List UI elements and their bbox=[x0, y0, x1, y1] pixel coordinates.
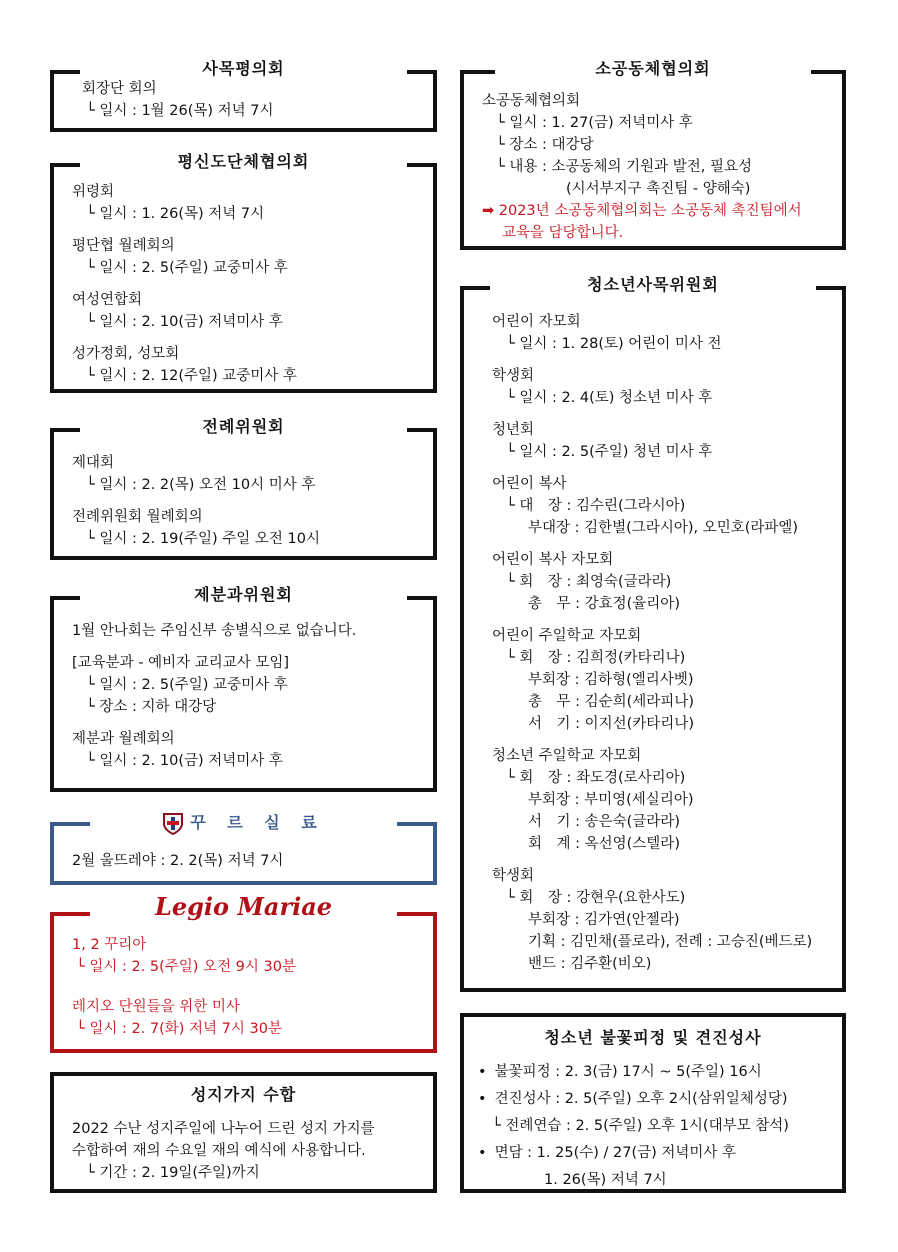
pyeongsin-line: └ 일시 : 2. 5(주일) 교중미사 후 bbox=[86, 260, 288, 276]
jeonrye-line: 제대회 bbox=[72, 455, 115, 471]
youth-line: 학생회 bbox=[492, 868, 535, 884]
youth-line: 어린이 자모회 bbox=[492, 314, 581, 330]
seongji-section bbox=[50, 1072, 437, 1193]
youth-line: 어린이 복사 bbox=[492, 476, 567, 492]
jebun-line: └ 일시 : 2. 10(금) 저녁미사 후 bbox=[86, 753, 283, 769]
sogong-notice: ➡ 2023년 소공동체협의회는 소공동체 촉진팀에서 bbox=[482, 203, 802, 219]
youth-line: 부회장 : 김가연(안젤라) bbox=[528, 912, 680, 928]
sogong-line: └ 내용 : 소공동체의 기원과 발전, 필요성 bbox=[496, 159, 752, 175]
samok-title: 사목평의회 bbox=[202, 59, 285, 78]
youth-section bbox=[460, 275, 846, 992]
sogong-line: └ 일시 : 1. 27(금) 저녁미사 후 bbox=[496, 115, 693, 131]
youth-line: 부대장 : 김한별(그라시아), 오민호(라파엘) bbox=[528, 520, 799, 536]
youth-line: 총 무 : 김순희(세라피나) bbox=[528, 694, 694, 710]
legio-line: └ 일시 : 2. 7(화) 저녁 7시 30분 bbox=[76, 1021, 282, 1037]
seongji-line: └ 기간 : 2. 19일(주일)까지 bbox=[86, 1165, 260, 1181]
youth-line: 청년회 bbox=[492, 422, 535, 438]
jeonrye-title: 전례위원회 bbox=[202, 417, 285, 436]
jeonrye-line: └ 일시 : 2. 19(주일) 주일 오전 10시 bbox=[86, 531, 320, 547]
kkureu-line: 2월 울뜨레야 : 2. 2(목) 저녁 7시 bbox=[72, 853, 284, 869]
youth-line: └ 일시 : 1. 28(토) 어린이 미사 전 bbox=[506, 336, 722, 352]
youth-line: └ 일시 : 2. 4(토) 청소년 미사 후 bbox=[506, 390, 713, 406]
fire-line: • 견진성사 : 2. 5(주일) 오후 2시(삼위일체성당) bbox=[478, 1086, 830, 1113]
samok-line: └ 일시 : 1월 26(목) 저녁 7시 bbox=[86, 103, 274, 119]
legio-title: Legio Mariae bbox=[154, 892, 333, 921]
seongji-line: 2022 수난 성지주일에 나누어 드린 성지 가지를 bbox=[72, 1121, 375, 1137]
youth-line: 청소년 주일학교 자모회 bbox=[492, 748, 642, 764]
jebun-title: 제분과위원회 bbox=[194, 585, 293, 604]
pyeongsin-line: 위령회 bbox=[72, 184, 115, 200]
youth-line: 서 기 : 이지선(카타리나) bbox=[528, 716, 694, 732]
pyeongsin-line: 평단협 월례회의 bbox=[72, 238, 175, 254]
jebun-section bbox=[50, 585, 437, 792]
jebun-line: └ 일시 : 2. 5(주일) 교중미사 후 bbox=[86, 677, 288, 693]
jebun-line: 제분과 월례회의 bbox=[72, 731, 175, 747]
youth-line: 서 기 : 송은숙(글라라) bbox=[528, 814, 680, 830]
jeonrye-section bbox=[50, 417, 437, 560]
fire-line: • 면담 : 1. 25(수) / 27(금) 저녁미사 후 bbox=[478, 1140, 830, 1167]
pyeongsin-title: 평신도단체협의회 bbox=[177, 152, 310, 171]
sogong-line: └ 장소 : 대강당 bbox=[496, 137, 594, 153]
seongji-line: 수합하여 재의 수요일 재의 예식에 사용합니다. bbox=[72, 1143, 366, 1159]
pyeongsin-section bbox=[50, 152, 437, 393]
pyeongsin-line: 성가정회, 성모회 bbox=[72, 346, 180, 362]
fire-line: • 불꽃피정 : 2. 3(금) 17시 ~ 5(주일) 16시 bbox=[478, 1059, 830, 1086]
youth-line: └ 회 장 : 최영숙(글라라) bbox=[506, 574, 672, 590]
pyeongsin-line: └ 일시 : 2. 12(주일) 교중미사 후 bbox=[86, 368, 297, 384]
youth-line: 총 무 : 강효정(율리아) bbox=[528, 596, 680, 612]
kkureu-title: 꾸 르 실 료 bbox=[190, 813, 325, 832]
samok-section bbox=[50, 59, 437, 132]
youth-line: └ 일시 : 2. 5(주일) 청년 미사 후 bbox=[506, 444, 713, 460]
kkureu-section bbox=[50, 813, 437, 885]
crest-icon bbox=[162, 812, 184, 836]
jebun-line: 1월 안나회는 주임신부 송별식으로 없습니다. bbox=[72, 623, 357, 639]
jeonrye-line: └ 일시 : 2. 2(목) 오전 10시 미사 후 bbox=[86, 477, 316, 493]
youth-line: 회 계 : 옥선영(스텔라) bbox=[528, 836, 680, 852]
youth-title: 청소년사목위원회 bbox=[587, 275, 719, 294]
pyeongsin-line: 여성연합회 bbox=[72, 292, 143, 308]
fire-line: 1. 26(목) 저녁 7시 bbox=[544, 1172, 667, 1188]
fire-line: └ 전례연습 : 2. 5(주일) 오후 1시(대부모 참석) bbox=[492, 1118, 789, 1134]
samok-line: 회장단 회의 bbox=[82, 81, 157, 97]
sogong-line: (시서부지구 촉진팀 - 양해숙) bbox=[566, 181, 751, 197]
legio-line: └ 일시 : 2. 5(주일) 오전 9시 30분 bbox=[76, 959, 296, 975]
youth-line: └ 대 장 : 김수린(그라시아) bbox=[506, 498, 686, 514]
youth-line: 어린이 주일학교 자모회 bbox=[492, 628, 642, 644]
sogong-title: 소공동체협의회 bbox=[595, 59, 711, 78]
youth-line: 학생회 bbox=[492, 368, 535, 384]
youth-line: 부회장 : 부미영(세실리아) bbox=[528, 792, 694, 808]
youth-line: 기획 : 김민채(플로라), 전례 : 고승진(베드로) bbox=[528, 934, 813, 950]
sogong-section bbox=[460, 59, 846, 250]
sogong-line: 소공동체협의회 bbox=[482, 93, 581, 109]
youth-line: 부회장 : 김하형(엘리사벳) bbox=[528, 672, 694, 688]
fire-section bbox=[460, 1013, 846, 1193]
legio-line: 레지오 단원들을 위한 미사 bbox=[72, 999, 240, 1015]
youth-line: └ 회 장 : 김희정(카타리나) bbox=[506, 650, 686, 666]
legio-section bbox=[50, 892, 437, 1053]
youth-line: 어린이 복사 자모회 bbox=[492, 552, 614, 568]
fire-title: 청소년 불꽃피정 및 견진성사 bbox=[544, 1028, 762, 1047]
sogong-notice: 교육을 담당합니다. bbox=[502, 225, 624, 241]
youth-line: 밴드 : 김주환(비오) bbox=[528, 956, 652, 972]
youth-line: └ 회 장 : 강현우(요한사도) bbox=[506, 890, 686, 906]
jebun-line: └ 장소 : 지하 대강당 bbox=[86, 699, 217, 715]
jeonrye-line: 전례위원회 월례회의 bbox=[72, 509, 203, 525]
pyeongsin-line: └ 일시 : 2. 10(금) 저녁미사 후 bbox=[86, 314, 283, 330]
seongji-title: 성지가지 수합 bbox=[190, 1085, 297, 1104]
youth-line: └ 회 장 : 좌도경(로사리아) bbox=[506, 770, 686, 786]
jebun-line: [교육분과 - 예비자 교리교사 모임] bbox=[72, 655, 290, 671]
legio-line: 1, 2 꾸리아 bbox=[72, 937, 147, 953]
pyeongsin-line: └ 일시 : 1. 26(목) 저녁 7시 bbox=[86, 206, 265, 222]
